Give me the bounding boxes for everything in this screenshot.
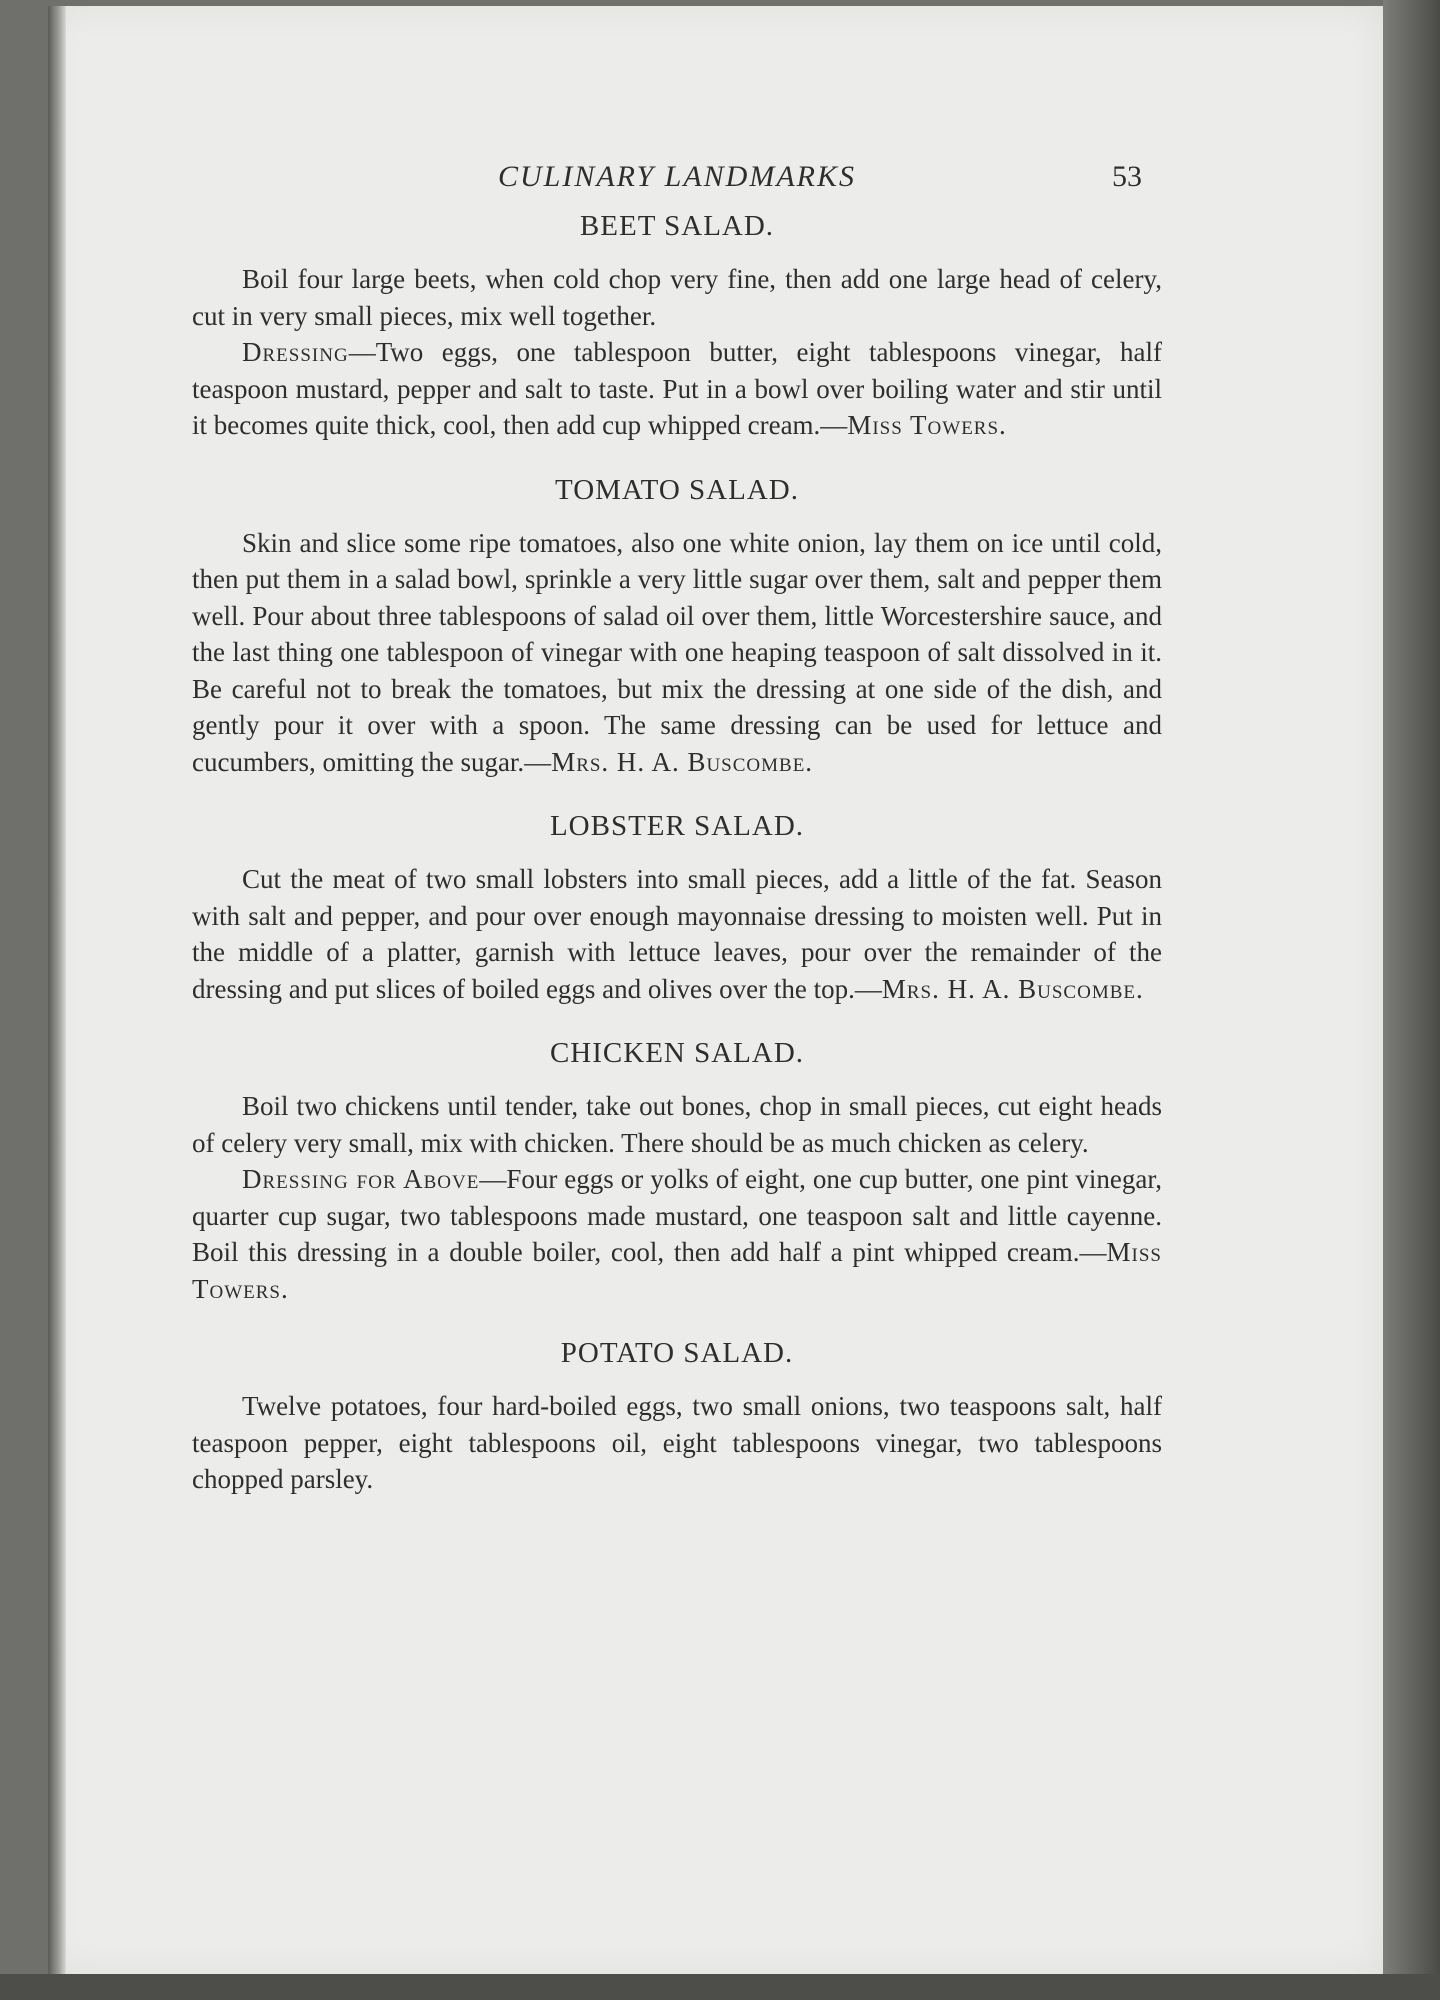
recipe-text: Boil four large beets, when cold chop very fine, then add one large head of celery, cut in very small pieces, mix well together. [192,264,1162,331]
recipe-title: LOBSTER SALAD. [549,810,805,842]
recipe-title: TOMATO SALAD. [555,473,799,506]
recipe-title: CHICKEN SALAD. [549,1037,805,1069]
book-cover-edge [1383,0,1440,2000]
recipe-paragraph [192,1088,1162,1161]
recipe-potato-salad [192,1337,1162,1498]
recipe-text: —Two eggs, one tablespoon butter, eight tablespoons vinegar, half teaspoon mustard, pepper and salt to taste. Put in a bowl over boiling water and stir until it becomes quite thick, cool, then add cup whipped cream.— [192,337,1162,440]
recipe-text: —Four eggs or yolks of eight, one cup butter, one pint vinegar, quarter cup sugar, two tablespoons made mustard, one teaspoon salt and little cayenne. Boil this dressing in a double boiler, cool, then add half a pint whipped cream.— [192,1164,1162,1267]
recipe-title: POTATO SALAD. [560,1337,794,1369]
recipe-text: Boil two chickens until tender, take out bones, chop in small pieces, cut eight heads of celery very small, mix with chicken. There should be as much chicken as celery. [192,1091,1162,1158]
recipe-paragraph [192,861,1162,1007]
running-title: CULINARY LANDMARKS [498,160,856,193]
paragraph-lead: Dressing [242,337,349,367]
recipe-title: BEET SALAD. [579,210,775,242]
running-head [192,160,1162,210]
recipe-dressing-paragraph [192,1161,1162,1307]
recipe-beet-salad [192,210,1162,444]
recipe-text: Twelve potatoes, four hard-boiled eggs, two small onions, two teaspoons salt, half teaspoon pepper, eight tablespoons oil, eight tablespoons vinegar, two tablespoons chopped parsley. [192,1391,1162,1494]
recipe-chicken-salad [192,1037,1162,1307]
recipe-text: Cut the meat of two small lobsters into small pieces, add a little of the fat. Season with salt and pepper, and pour over enough mayonnaise dressing to moisten well. Put in the middle of a platter, garnish with lettuce leaves, pour over the remainder of the dressing and put slices of boiled eggs and olives over the top.— [192,864,1162,1004]
recipe-attribution: Miss Towers. [847,410,1007,440]
recipe-paragraph [192,525,1162,781]
recipe-attribution: Mrs. H. A. Buscombe. [551,746,814,777]
recipe-paragraph [192,261,1162,334]
recipe-attribution: Mrs. H. A. Buscombe. [881,973,1144,1004]
recipe-text: Skin and slice some ripe tomatoes, also one white onion, lay them on ice until cold, then put them in a salad bowl, sprinkle a very little sugar over them, salt and pepper them well. Pour about three tablespoons of salad oil over them, little Worcestershire sauce, and the last thing one tablespoon of vinegar with one heaping teaspoon of salt dissolved in it. Be careful not to break the tomatoes, but mix the dressing at one side of the dish, and gently pour it over with a spoon. The same dressing can be used for lettuce and cucumbers, omitting the sugar.— [192,527,1162,777]
recipe-attribution: Miss Towers. [192,1237,1162,1304]
book-binding-edge [48,6,66,1974]
recipe-paragraph [192,1388,1162,1498]
recipe-dressing-paragraph [192,334,1162,444]
recipe-tomato-salad [192,474,1162,781]
page-content [192,160,1162,1528]
page-number: 53 [1112,160,1142,193]
book-bottom-edge [0,1974,1440,2000]
recipe-lobster-salad [192,810,1162,1007]
paragraph-lead: Dressing for Above [242,1164,480,1194]
